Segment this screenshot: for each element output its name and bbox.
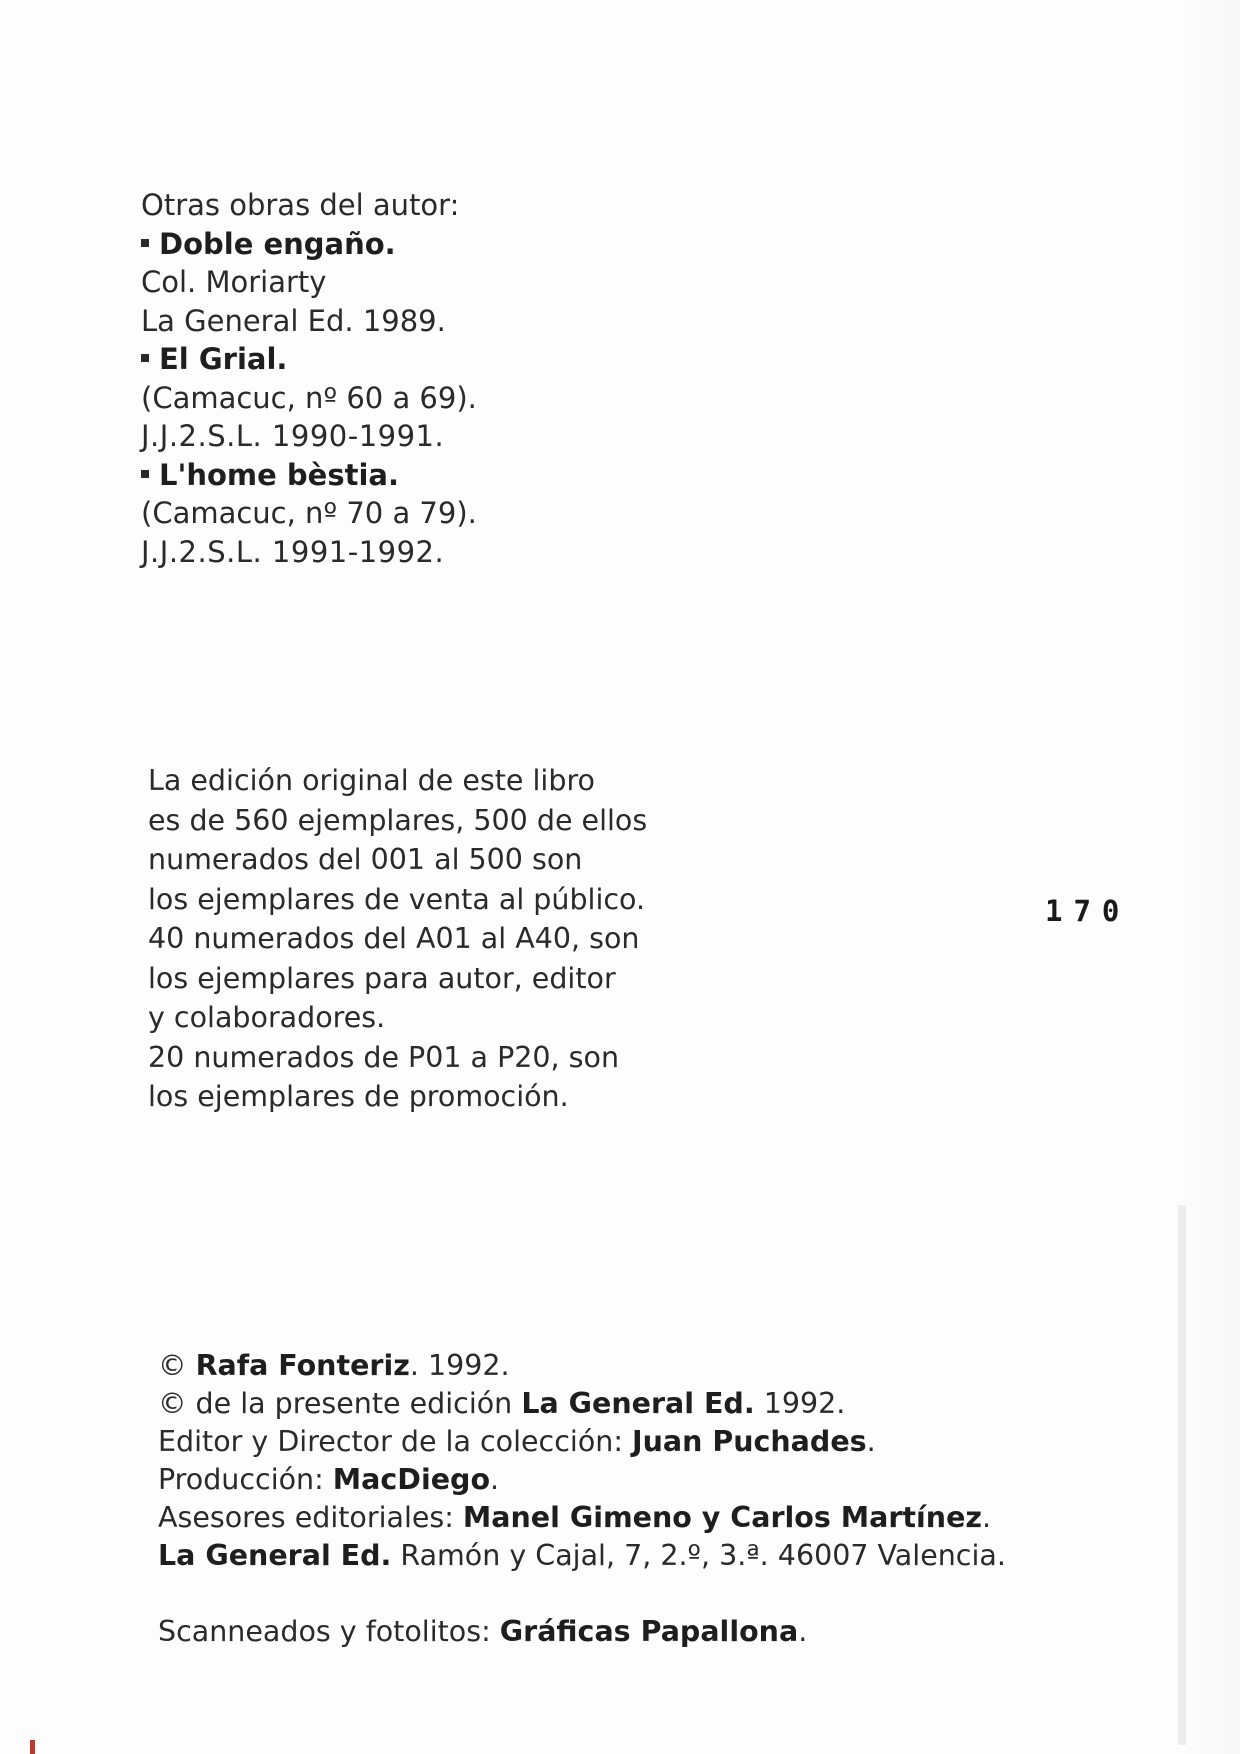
spacer: [158, 1575, 1006, 1613]
bullet-icon: [141, 470, 149, 478]
credit-line: Producción: MacDiego.: [158, 1463, 500, 1496]
work-detail: Col. Moriarty: [141, 265, 327, 299]
production-name: MacDiego: [332, 1463, 491, 1496]
work-title: L'home bèstia.: [141, 456, 477, 495]
edition-note: [148, 761, 647, 1117]
edition-line: los ejemplares de venta al público.: [148, 882, 646, 916]
editor-name: Juan Puchades: [631, 1425, 867, 1458]
printer-name: Gráficas Papallona: [499, 1615, 799, 1648]
binding-mark: [30, 1740, 35, 1754]
credit-line: Scanneados y fotolitos: Gráficas Papallona.: [158, 1615, 808, 1648]
bullet-icon: [141, 239, 149, 247]
edition-line: los ejemplares para autor, editor: [148, 961, 616, 995]
edition-line: 20 numerados de P01 a P20, son: [148, 1040, 620, 1074]
credit-line: Editor y Director de la colección: Juan Puchades.: [158, 1425, 876, 1458]
work-detail: J.J.2.S.L. 1990-1991.: [141, 419, 445, 453]
advisors-names: Manel Gimeno y Carlos Martínez: [462, 1501, 982, 1534]
credit-line: © Rafa Fonteriz. 1992.: [158, 1349, 510, 1382]
credit-line: © de la presente edición La General Ed. 1992.: [158, 1387, 846, 1420]
publisher-name: La General Ed.: [521, 1387, 755, 1420]
author-name: Rafa Fonteriz: [195, 1349, 410, 1382]
edition-line: numerados del 001 al 500 son: [148, 843, 583, 876]
page-edge-strip: [1178, 1205, 1186, 1745]
copy-number-stamp: 170: [1045, 894, 1131, 928]
work-detail: La General Ed. 1989.: [141, 303, 446, 338]
page-edge-shadow: [1180, 0, 1240, 1754]
credit-line: Asesores editoriales: Manel Gimeno y Carlos Martínez.: [158, 1501, 992, 1534]
work-title: Doble engaño.: [141, 225, 477, 264]
work-detail: (Camacuc, nº 60 a 69).: [141, 380, 477, 415]
edition-line: y colaboradores.: [148, 1001, 386, 1034]
edition-line: es de 560 ejemplares, 500 de ellos: [148, 803, 648, 837]
credits-section: [158, 1347, 1006, 1651]
work-detail: (Camacuc, nº 70 a 79).: [141, 496, 477, 530]
work-detail: J.J.2.S.L. 1991-1992.: [141, 534, 445, 569]
publisher-address: Ramón y Cajal, 7, 2.º, 3.ª. 46007 Valencia.: [391, 1539, 1006, 1572]
credit-line: [158, 1537, 1006, 1575]
publisher-name: La General Ed.: [158, 1539, 392, 1572]
bullet-icon: [141, 354, 149, 362]
edition-line: 40 numerados del A01 al A40, son: [148, 922, 640, 955]
other-works-heading: Otras obras del autor:: [141, 188, 460, 222]
other-works-section: [141, 186, 477, 571]
work-title: El Grial.: [141, 340, 477, 379]
edition-line: los ejemplares de promoción.: [148, 1080, 569, 1113]
edition-line: La edición original de este libro: [148, 764, 595, 797]
